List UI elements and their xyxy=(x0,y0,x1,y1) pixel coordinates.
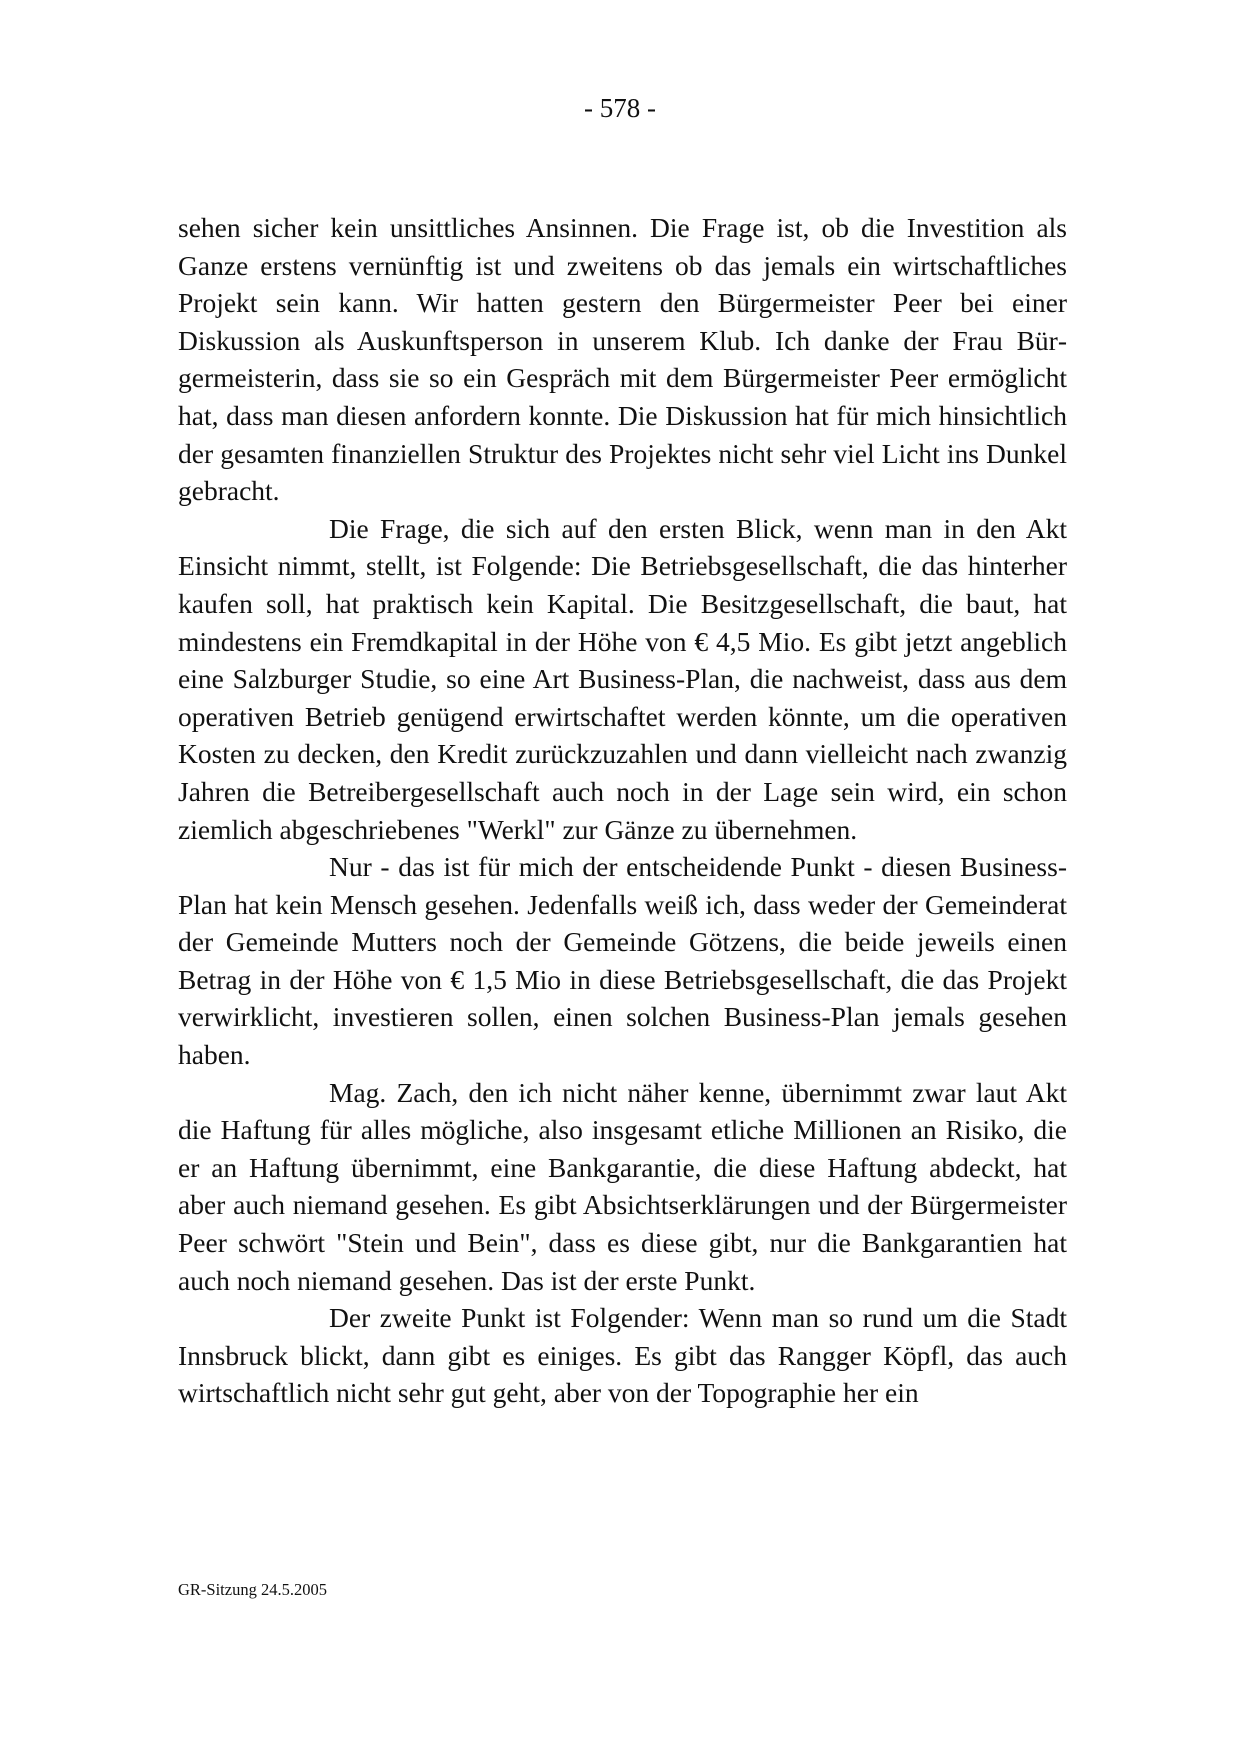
paragraph-betriebsgesellschaft: Die Frage, die sich auf den ersten Blick, wenn man in den Akt Einsicht nimmt, stellt, ist Folgende: Die Betriebsgesellschaft, die das hinterher kaufen soll, hat praktisch kein Kapital. Die Besitzgesellschaft, die baut, hat mindestens ein Fremdkapital in der Höhe von € 4,5 Mio. Es gibt jetzt angeblich eine Salzburger Studie, so eine Art Business-Plan, die nachweist, dass aus dem operativen Betrieb genügend erwirtschaftet werden könnte, um die operativen Kosten zu decken, den Kredit zurückzuzahlen und dann vielleicht nach zwanzig Jahren die Betreibergesellschaft auch noch in der Lage sein wird, ein schon ziemlich abgeschriebenes "Werkl" zur Gänze zu übernehmen. xyxy=(178,512,1067,845)
paragraph-zweiter-punkt: Der zweite Punkt ist Folgender: Wenn man so rund um die Stadt Innsbruck blickt, dann gibt es einiges. Es gibt das Rangger Köpfl, das auch wirtschaftlich nicht sehr gut geht, aber von der Topographie her ein xyxy=(178,1302,1067,1409)
body-text xyxy=(178,209,1067,1412)
paragraph-haftung: Mag. Zach, den ich nicht näher kenne, übernimmt zwar laut Akt die Haftung für alles mögliche, also insgesamt etliche Millionen an Risiko, die er an Haftung übernimmt, eine Bankgarantie, die diese Haftung abdeckt, hat aber auch niemand gesehen. Es gibt Absichtserklärungen und der Bürgermeister Peer schwört "Stein und Bein", dass es diese gibt, nur die Bankgarantien hat auch noch niemand gesehen. Das ist der erste Punkt. xyxy=(178,1076,1067,1296)
footer-session-date: GR-Sitzung 24.5.2005 xyxy=(178,1580,327,1599)
page-number: - 578 - xyxy=(584,93,656,123)
paragraph-continuation: sehen sicher kein unsittliches Ansinnen. Die Frage ist, ob die Investition als Ganze erstens vernünftig ist und zweitens ob das jemals ein wirtschaftliches Projekt sein kann. Wir hatten gestern den Bürgermeister Peer bei einer Diskussion als Auskunftsperson in unserem Klub. Ich danke der Frau Bürgermeisterin, dass sie so ein Gespräch mit dem Bürgermeister Peer ermöglicht hat, dass man diesen anfordern konnte. Die Diskussion hat für mich hinsichtlich der gesamten finanziellen Struktur des Projektes nicht sehr viel Licht ins Dunkel gebracht. xyxy=(178,212,1067,507)
paragraph-business-plan: Nur - das ist für mich der entscheidende Punkt - diesen Business-Plan hat kein Mensch gesehen. Jedenfalls weiß ich, dass weder der Gemeinderat der Gemeinde Mutters noch der Gemeinde Götzens, die beide jeweils einen Betrag in der Höhe von € 1,5 Mio in diese Betriebsgesellschaft, die das Projekt verwirklicht, investieren sollen, einen solchen Business-Plan jemals gesehen haben. xyxy=(178,851,1067,1071)
